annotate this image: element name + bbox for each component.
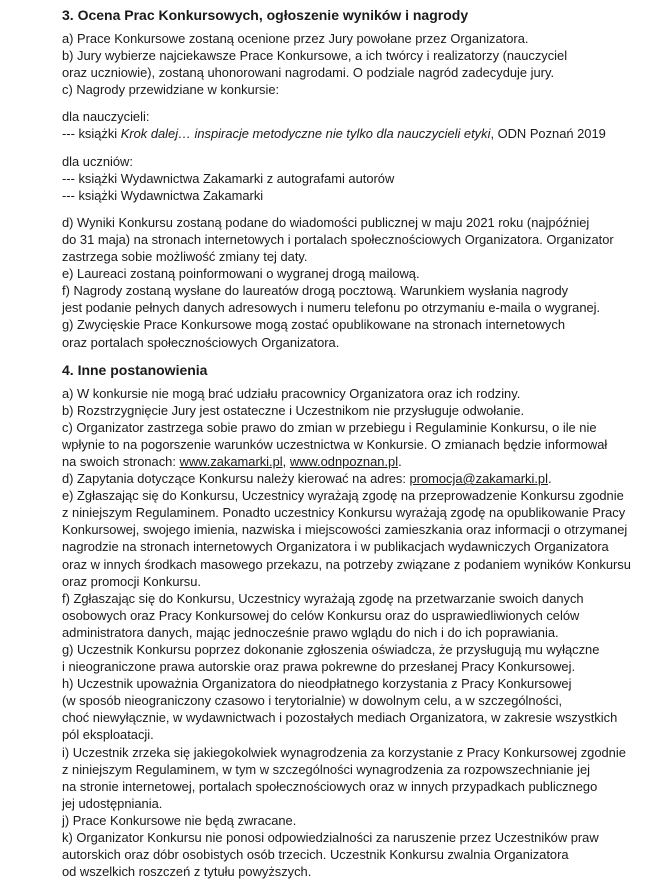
section-3-rules-abc [62,30,632,98]
text-line: i) Uczestnik zrzeka się jakiegokolwiek wynagrodzenia za korzystanie z Pracy Konkursowej zgodnie [62,744,626,760]
section-4-heading: 4. Inne postanowienia [62,361,208,378]
prize-suffix: , ODN Poznań 2019 [490,126,606,142]
email-link[interactable]: promocja@zakamarki.pl [409,471,548,487]
text-line: oraz uczniowie), zostaną uhonorowani nagrodami. O podziale nagród zadecyduje jury. [62,65,555,81]
contact-prefix: d) Zapytania dotyczące Konkursu należy kierować na adres: [62,471,410,487]
text-line: k) Organizator Konkursu nie ponosi odpowiedzialności za naruszenie przez Uczestników praw [62,830,599,846]
text-line: jej udostępniania. [62,795,163,811]
text-line: e) Laureaci zostaną poinformowani o wygranej drogą mailową. [62,266,420,282]
text-line: osobowych oraz Pracy Konkursowej do celów Konkursu oraz do usprawiedliwionych celów [62,607,580,623]
section-3-rules-defg [62,214,632,351]
text-line: f) Zgłaszając się do Konkursu, Uczestnicy wyrażają zgodę na przetwarzanie swoich danych [62,590,584,606]
text-line: z niniejszym Regulaminem. Ponadto uczestnicy Konkursu wyrażają zgodę na opublikowanie Pracy [62,505,626,521]
text-line: do 31 maja) na stronach internetowych i portalach społecznościowych Organizatora. Organizator [62,231,614,247]
websites-line [62,453,632,470]
text-line: Konkursowej, swojego imienia, nazwiska i miejscowości zamieszkania oraz informacji o otrzymanej [62,522,628,538]
section-4-rules [62,385,632,880]
students-label: dla uczniów: [62,153,133,169]
text-line: a) W konkursie nie mogą brać udziału pracownicy Organizatora oraz ich rodziny. [62,385,521,401]
text-line: nagrodzie na stronach internetowych Organizatora i w publikacjach wydawniczych Organizatora [62,539,609,555]
text-line: od wszelkich roszczeń z tytułu powyższych. [62,864,312,880]
text-line: oraz promocji Konkursu. [62,573,201,589]
text-line: zastrzega sobie możliwość zmiany tej daty. [62,249,308,265]
odnpoznan-link[interactable]: www.odnpoznan.pl [289,453,399,469]
zakamarki-link[interactable]: www.zakamarki.pl [179,453,283,469]
text-line: autorskich oraz dóbr osobistych osób trzecich. Uczestnik Konkursu zwalnia Organizatora [62,847,569,863]
websites-separator: , [282,453,290,469]
websites-prefix: na swoich stronach: [62,453,180,469]
students-prize-item: --- książki Wydawnictwa Zakamarki z autografami autorów [62,170,395,186]
students-prizes [62,153,632,204]
text-line: (w sposób nieograniczony czasowo i terytorialnie) w dowolnym celu, a w szczególności, [62,693,563,709]
text-line: wpłynie to na pogorszenie warunków uczestnictwa w Konkursie. O zmianach będzie informował [62,436,608,452]
text-line: g) Zwycięskie Prace Konkursowe mogą zostać opublikowane na stronach internetowych [62,317,565,333]
text-line: d) Wyniki Konkursu zostaną podane do wiadomości publicznej w maju 2021 roku (najpóźniej [62,214,590,230]
text-line: f) Nagrody zostaną wysłane do laureatów drogą pocztową. Warunkiem wysłania nagrody [62,283,569,299]
text-line: e) Zgłaszając się do Konkursu, Uczestnicy wyrażają zgodę na przeprowadzenie Konkursu zgodnie [62,488,624,504]
text-line: oraz w innych środkach masowego przekazu, na potrzeby związane z podaniem wyników Konkursu [62,556,631,572]
text-line: oraz portalach społecznościowych Organizatora. [62,334,340,350]
text-line: c) Organizator zastrzega sobie prawo do zmian w przebiegu i Regulaminie Konkursu, o ile nie [62,419,597,435]
text-line: jest podanie pełnych danych adresowych i numeru telefonu po otrzymaniu e-maila o wygranej. [62,300,601,316]
text-line: a) Prace Konkursowe zostaną ocenione przez Jury powołane przez Organizatora. [62,31,529,46]
text-line: c) Nagrody przewidziane w konkursie: [62,82,280,98]
text-line: z niniejszym Regulaminem, w tym w szczególności wynagrodzenia za rozpowszechnianie jej [62,761,591,777]
teachers-prize-item [62,125,632,142]
text-line: b) Rozstrzygnięcie Jury jest ostateczne i Uczestnikom nie przysługuje odwołanie. [62,402,525,418]
text-line: pól eksploatacji. [62,727,154,743]
document-page [62,6,632,880]
websites-end: . [398,453,402,469]
students-prize-item: --- książki Wydawnictwa Zakamarki [62,187,264,203]
book-title: Krok dalej… inspiracje metodyczne nie tylko dla nauczycieli etyki [120,126,491,142]
prize-prefix: --- książki [62,126,121,142]
contact-end: . [547,471,552,487]
text-line: i nieograniczone prawa autorskie oraz prawa pokrewne do przesłanej Pracy Konkursowej. [62,659,576,675]
text-line: g) Uczestnik Konkursu poprzez dokonanie zgłoszenia oświadcza, że przysługują mu wyłączne [62,642,600,657]
teachers-label: dla nauczycieli: [62,109,150,125]
text-line: b) Jury wybierze najciekawsze Prace Konkursowe, a ich twórcy i realizatorzy (nauczyciel [62,48,568,64]
section-3-heading: 3. Ocena Prac Konkursowych, ogłoszenie wyników i nagrody [62,7,469,23]
text-line: choć niewyłącznie, w wydawnictwach i pozostałych mediach Organizatora, w zakresie wszystkich [62,710,618,726]
text-line: h) Uczestnik upoważnia Organizatora do nieodpłatnego korzystania z Pracy Konkursowej [62,676,572,692]
text-line: administratora danych, mając jednocześnie prawo wglądu do nich i do ich poprawiania. [62,624,559,640]
contact-line [62,470,632,487]
text-line: na stronie internetowej, portalach społecznościowych oraz w innych przypadkach publicznego [62,778,598,794]
teachers-prizes [62,108,632,142]
text-line: j) Prace Konkursowe nie będą zwracane. [62,812,297,828]
